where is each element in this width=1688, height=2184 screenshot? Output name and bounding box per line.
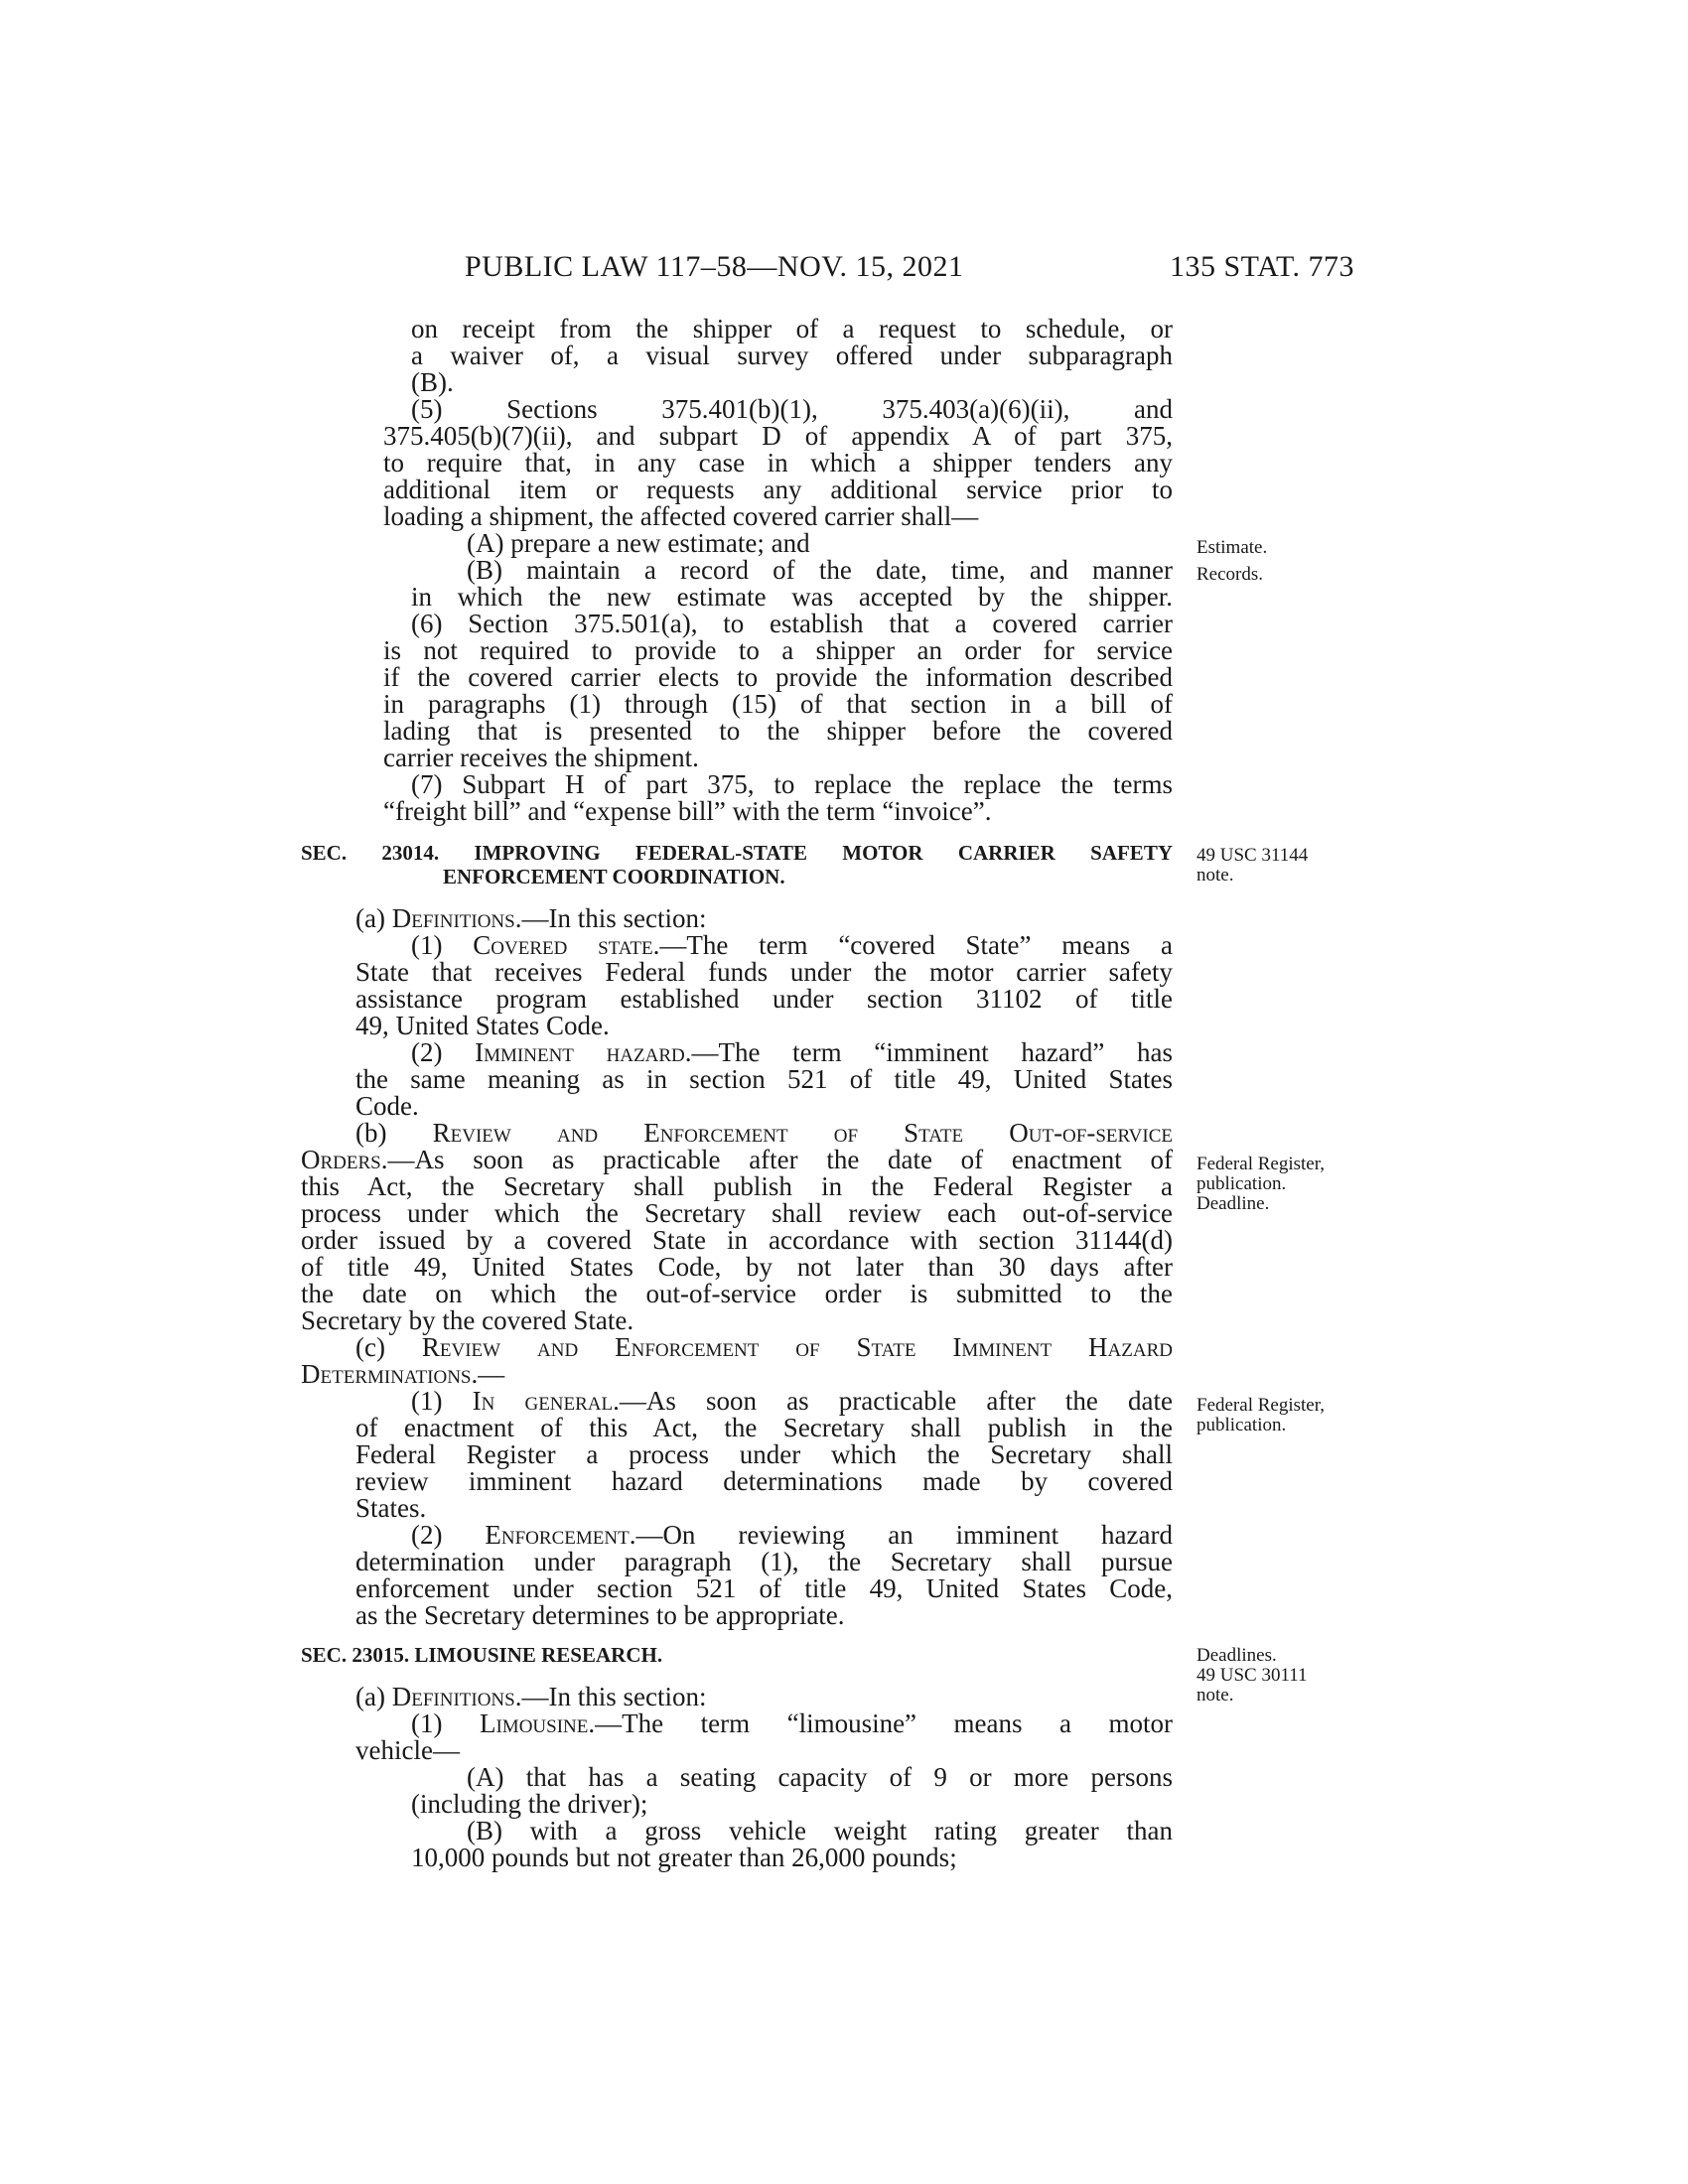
text-line: on receipt from the shipper of a request to schedule, or xyxy=(411,314,1173,343)
text-line: to require that, in any case in which a shipper tenders any xyxy=(383,448,1173,478)
margin-note: Records. xyxy=(1196,564,1264,585)
text-line: (7) Subpart H of part 375, to replace the replace the terms xyxy=(411,769,1173,799)
text-line: (A) prepare a new estimate; and xyxy=(467,528,810,558)
text-line: (1) Limousine.—The term “limousine” means a motor xyxy=(411,1708,1173,1738)
margin-note: Deadline. xyxy=(1196,1193,1270,1214)
section-heading: SEC. 23015. LIMOUSINE RESEARCH. xyxy=(301,1643,663,1667)
page-header-stat: 135 STAT. 773 xyxy=(1170,250,1355,283)
text-line: order issued by a covered State in accordance with section 31144(d) xyxy=(301,1225,1173,1255)
section-heading: ENFORCEMENT COORDINATION. xyxy=(443,865,785,888)
text-line: assistance program established under section 31102 of title xyxy=(355,984,1173,1014)
text-line: is not required to provide to a shipper an order for service xyxy=(383,635,1173,665)
text-line: determination under paragraph (1), the Secretary shall pursue xyxy=(355,1547,1173,1576)
text-line: Orders.—As soon as practicable after the date of enactment of xyxy=(301,1145,1173,1174)
margin-note: 49 USC 31144 xyxy=(1196,845,1309,866)
text-line: 10,000 pounds but not greater than 26,000 pounds; xyxy=(411,1843,957,1872)
text-line: (including the driver); xyxy=(411,1789,648,1819)
text-line: (5) Sections 375.401(b)(1), 375.403(a)(6)(ii), and xyxy=(411,394,1173,424)
text-line: of enactment of this Act, the Secretary shall publish in the xyxy=(355,1413,1173,1442)
text-line: this Act, the Secretary shall publish in the Federal Register a xyxy=(301,1171,1173,1201)
text-line: States. xyxy=(355,1493,427,1523)
text-line: in which the new estimate was accepted by the shipper. xyxy=(411,582,1173,612)
margin-note: Federal Register, xyxy=(1196,1154,1326,1174)
page-header-title: PUBLIC LAW 117–58—NOV. 15, 2021 xyxy=(465,250,964,283)
text-line: enforcement under section 521 of title 49, United States Code, xyxy=(355,1573,1173,1603)
margin-note: publication. xyxy=(1196,1173,1287,1194)
text-line: (2) Enforcement.—On reviewing an imminent hazard xyxy=(411,1520,1173,1550)
text-line: (6) Section 375.501(a), to establish that a covered carrier xyxy=(411,609,1173,638)
text-line: in paragraphs (1) through (15) of that section in a bill of xyxy=(383,689,1173,719)
text-line: lading that is presented to the shipper before the covered xyxy=(383,716,1173,746)
text-line: review imminent hazard determinations made by covered xyxy=(355,1466,1173,1496)
text-line: (B) maintain a record of the date, time, and manner xyxy=(467,555,1173,585)
text-line: (c) Review and Enforcement of State Imminent Hazard xyxy=(355,1332,1173,1362)
text-line: (b) Review and Enforcement of State Out-of-service xyxy=(355,1118,1173,1148)
text-line: a waiver of, a visual survey offered under subparagraph xyxy=(411,341,1173,370)
margin-note: publication. xyxy=(1196,1415,1287,1435)
text-line: “freight bill” and “expense bill” with the term “invoice”. xyxy=(383,796,992,826)
text-line: loading a shipment, the affected covered carrier shall— xyxy=(383,501,979,531)
text-line: process under which the Secretary shall review each out-of-service xyxy=(301,1198,1173,1228)
text-line: (B). xyxy=(411,367,454,397)
text-line: State that receives Federal funds under the motor carrier safety xyxy=(355,957,1173,987)
text-line: (a) Definitions.—In this section: xyxy=(355,1682,707,1711)
text-line: Code. xyxy=(355,1091,419,1121)
margin-note: 49 USC 30111 xyxy=(1196,1665,1308,1686)
text-line: Federal Register a process under which the Secretary shall xyxy=(355,1439,1173,1469)
text-line: carrier receives the shipment. xyxy=(383,743,699,772)
text-line: Secretary by the covered State. xyxy=(301,1305,634,1335)
text-line: if the covered carrier elects to provide the information described xyxy=(383,662,1173,692)
text-line: (1) Covered state.—The term “covered State” means a xyxy=(411,930,1174,960)
text-line: as the Secretary determines to be appropriate. xyxy=(355,1600,845,1630)
text-line: additional item or requests any additional service prior to xyxy=(383,475,1173,504)
text-line: (2) Imminent hazard.—The term “imminent hazard” has xyxy=(411,1037,1173,1067)
text-line: vehicle— xyxy=(355,1735,460,1765)
text-line: (a) Definitions.—In this section: xyxy=(355,903,707,933)
text-line: the date on which the out-of-service order is submitted to the xyxy=(301,1279,1173,1308)
text-line: 49, United States Code. xyxy=(355,1011,610,1040)
text-line: (A) that has a seating capacity of 9 or more persons xyxy=(467,1762,1173,1792)
section-heading: SEC. 23014. IMPROVING FEDERAL-STATE MOTOR CARRIER SAFETY xyxy=(301,841,1173,865)
margin-note: note. xyxy=(1196,865,1234,886)
margin-note: Federal Register, xyxy=(1196,1395,1326,1416)
text-line: the same meaning as in section 521 of title 49, United States xyxy=(355,1064,1173,1094)
text-line: 375.405(b)(7)(ii), and subpart D of appendix A of part 375, xyxy=(383,421,1173,451)
text-line: of title 49, United States Code, by not later than 30 days after xyxy=(301,1252,1173,1282)
margin-note: Estimate. xyxy=(1196,537,1268,558)
text-line: (1) In general.—As soon as practicable after the date xyxy=(411,1386,1173,1416)
margin-note: Deadlines. xyxy=(1196,1645,1277,1666)
margin-note: note. xyxy=(1196,1685,1234,1706)
text-line: (B) with a gross vehicle weight rating greater than xyxy=(467,1816,1173,1845)
text-line: Determinations.— xyxy=(301,1359,505,1389)
